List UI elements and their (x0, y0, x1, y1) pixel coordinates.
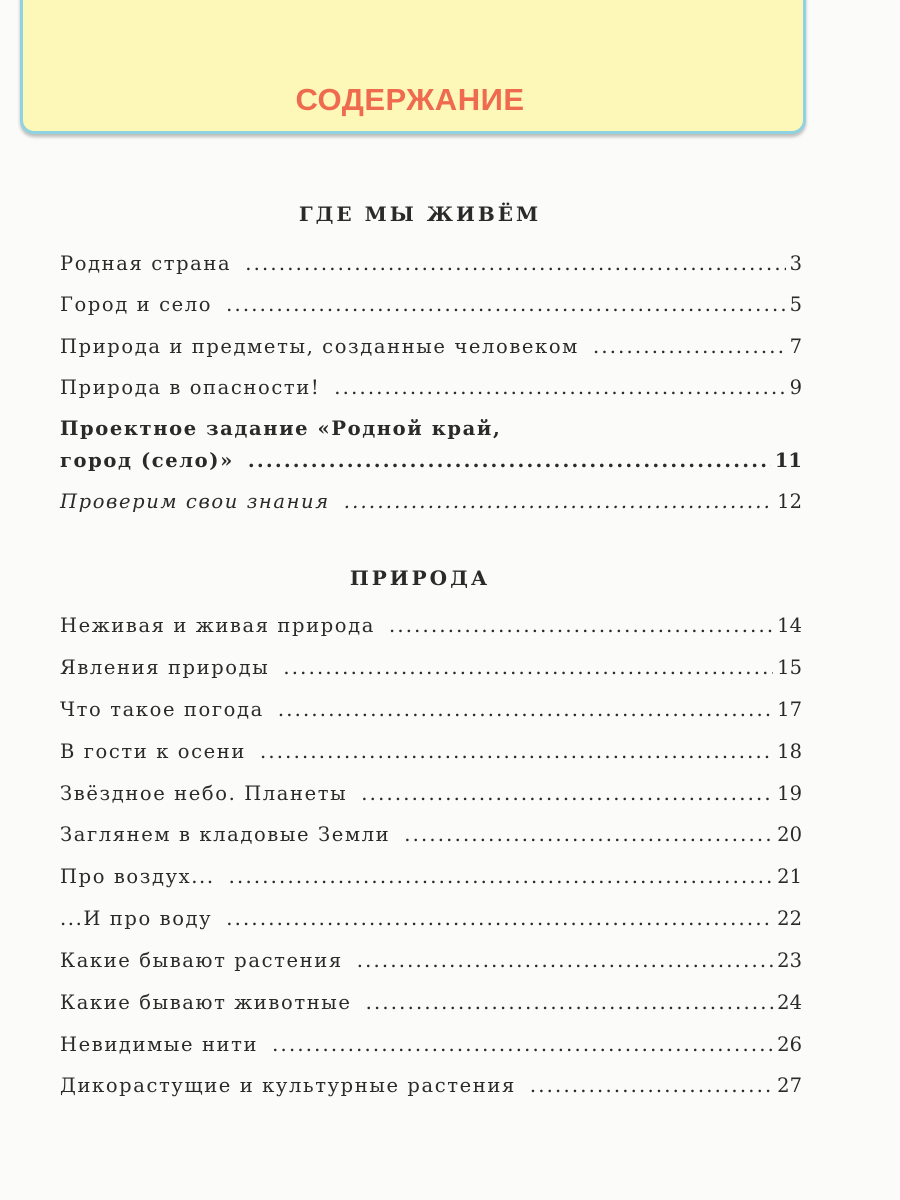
toc-entry (60, 656, 802, 680)
toc-entry-page: 7 (789, 335, 802, 358)
dot-leader (248, 449, 771, 473)
toc-entry-label: Невидимые нити (60, 1033, 259, 1056)
dot-leader (260, 740, 773, 764)
dot-leader (278, 698, 773, 722)
toc-entry (60, 907, 802, 931)
toc-entry-label: Город и село (60, 293, 213, 316)
toc-entry-label: Природа и предметы, созданные человеком (60, 335, 579, 358)
toc-entry-label: Какие бывают животные (60, 991, 352, 1014)
toc-entry-label: ...И про воду (60, 907, 213, 930)
toc-entry-label: В гости к осени (60, 740, 246, 763)
toc-entry-label: Явления природы (60, 656, 270, 679)
toc-entry-page: 3 (789, 252, 802, 275)
page-title: СОДЕРЖАНИЕ (295, 82, 525, 117)
toc-entry-label: город (село)» (60, 449, 234, 472)
toc-entry (60, 252, 802, 276)
section-heading: ПРИРОДА (349, 566, 491, 590)
toc-entry-page: 5 (789, 293, 802, 316)
dot-leader (283, 656, 773, 680)
toc-entry (60, 823, 802, 847)
toc-entry-label: Заглянем в кладовые Земли (60, 823, 391, 846)
toc-entry-page: 20 (777, 823, 802, 846)
dot-leader (334, 376, 785, 400)
toc-entry-page: 15 (777, 656, 802, 679)
toc-entry-page: 26 (777, 1033, 802, 1056)
toc-entry-label: Что такое погода (60, 698, 264, 721)
toc-entry (60, 335, 802, 359)
toc-entry (60, 1074, 802, 1098)
toc-entry-label: Звёздное небо. Планеты (60, 782, 348, 805)
toc-entry-label: Природа в опасности! (60, 376, 321, 399)
dot-leader (389, 614, 773, 638)
toc-entry (60, 293, 802, 317)
dot-leader (226, 293, 786, 317)
dot-leader (245, 252, 785, 276)
toc-entry (60, 782, 802, 806)
toc-entry (60, 449, 802, 473)
dot-leader (272, 1033, 773, 1057)
toc-entry (60, 991, 802, 1015)
toc-entry (60, 740, 802, 764)
toc-entry-page: 22 (777, 907, 802, 930)
toc-entry-label: Дикорастущие и культурные растения (60, 1074, 516, 1097)
dot-leader (530, 1074, 773, 1098)
dot-leader (344, 490, 773, 514)
toc-entry-page: 17 (777, 698, 802, 721)
toc-entry-page: 21 (777, 865, 802, 888)
toc-entry (60, 865, 802, 889)
dot-leader (366, 991, 774, 1015)
dot-leader (229, 865, 774, 889)
dot-leader (226, 907, 773, 931)
toc-entry (60, 614, 802, 638)
toc-entry-page: 23 (777, 949, 802, 972)
toc-entry (60, 1033, 802, 1057)
toc-entry-label: Про воздух... (60, 865, 215, 888)
toc-entry-page: 27 (777, 1074, 802, 1097)
dot-leader (404, 823, 773, 847)
toc-entry-page: 14 (777, 614, 802, 637)
toc-entry (60, 376, 802, 400)
toc-entry-page: 9 (789, 376, 802, 399)
toc-entry-label: Неживая и живая природа (60, 614, 375, 637)
toc-entry (60, 490, 802, 514)
toc-entry (60, 949, 802, 973)
toc-entry-label: Родная страна (60, 252, 232, 275)
toc-entry-label: Проверим свои знания (60, 490, 330, 513)
toc-entry-page: 11 (774, 449, 802, 472)
toc-entry-label-line1: Проектное задание «Родной край, (60, 417, 502, 440)
dot-leader (361, 782, 773, 806)
dot-leader (357, 949, 773, 973)
dot-leader (593, 335, 786, 359)
toc-entry-page: 24 (777, 991, 802, 1014)
toc-entry (60, 698, 802, 722)
toc-entry-page: 19 (777, 782, 802, 805)
section-heading: ГДЕ МЫ ЖИВЁМ (298, 202, 542, 226)
toc-entry-label: Какие бывают растения (60, 949, 343, 972)
toc-entry-page: 12 (777, 490, 802, 513)
toc-entry-page: 18 (777, 740, 802, 763)
